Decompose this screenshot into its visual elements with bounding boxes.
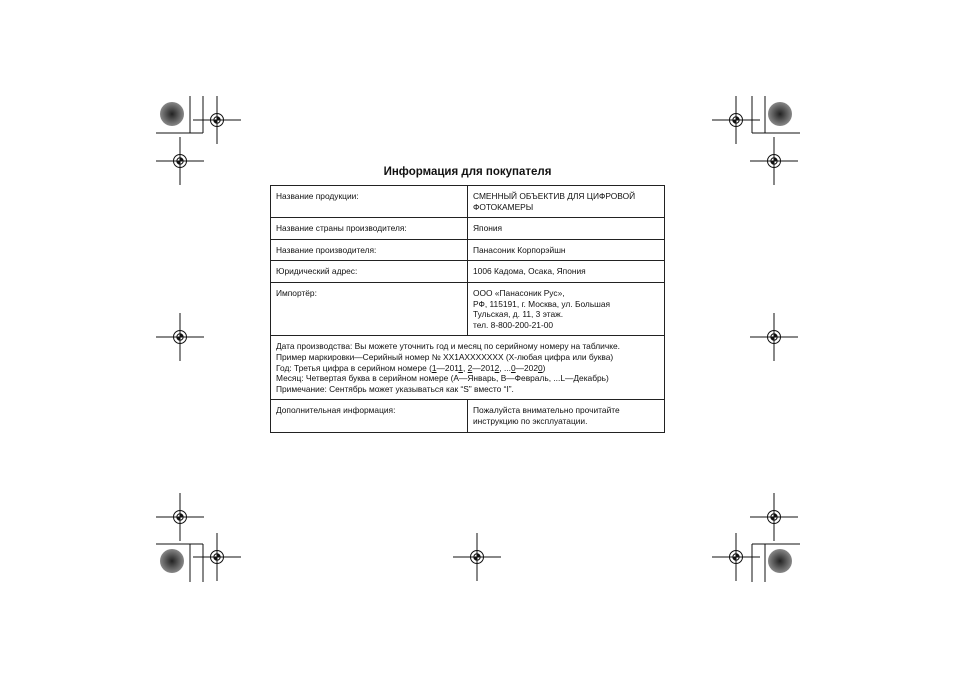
- text-part: ): [542, 362, 546, 373]
- table-row: [271, 239, 665, 261]
- additional-info-value: [468, 400, 665, 432]
- table-row: [271, 400, 665, 432]
- starburst-mark: [768, 102, 792, 126]
- value-line: Тульская, д. 11, 3 этаж.: [473, 309, 564, 320]
- table-row: [271, 261, 665, 283]
- starburst-mark: [160, 102, 184, 126]
- underlined-digit: 0: [510, 362, 516, 373]
- value-line: Пожалуйста внимательно прочитайте: [473, 405, 620, 416]
- value-line: инструкцию по эксплуатации.: [473, 415, 588, 426]
- underlined-digit: 1: [431, 362, 437, 373]
- production-line: Примечание: Сентябрь может указываться как “S” вместо “I”.: [276, 383, 514, 394]
- text-part: —201: [472, 362, 495, 373]
- production-line: Месяц: Четвертая буква в серийном номере (A—Январь, B—Февраль, ...L—Декабрь): [276, 373, 609, 384]
- buyer-info-table: [270, 185, 665, 433]
- country-value: [468, 218, 665, 240]
- value-line: ООО «Панасоник Рус»,: [473, 287, 565, 298]
- country-label: Название страны производителя:: [271, 218, 468, 240]
- production-line: Пример маркировки—Серийный номер № XX1AXXXXXXX (X-любая цифра или буква): [276, 351, 614, 362]
- importer-value: [468, 282, 665, 335]
- table-row: [271, 218, 665, 240]
- value-line: ФОТОКАМЕРЫ: [473, 201, 534, 212]
- text-part: , ...: [499, 362, 511, 373]
- manufacturer-value: [468, 239, 665, 261]
- text-part: ,: [462, 362, 468, 373]
- value-line: СМЕННЫЙ ОБЪЕКТИВ ДЛЯ ЦИФРОВОЙ: [473, 191, 636, 201]
- product-name-label: Название продукции:: [271, 186, 468, 218]
- production-year-line: [276, 363, 659, 374]
- table-row: [271, 336, 665, 400]
- legal-address-value: [468, 261, 665, 283]
- table-row: [271, 186, 665, 218]
- production-line: Дата производства: Вы можете уточнить год и месяц по серийному номеру на табличке.: [276, 341, 620, 352]
- production-date-info: [271, 336, 665, 400]
- product-name-value: [468, 186, 665, 218]
- manufacturer-label: Название производителя:: [271, 239, 468, 261]
- underlined-digit: 1: [458, 362, 463, 373]
- value-line: РФ, 115191, г. Москва, ул. Большая: [473, 298, 611, 309]
- underlined-digit: 2: [494, 362, 500, 373]
- value-line: 1006 Кадома, Осака, Япония: [473, 266, 586, 277]
- text-part: —202: [515, 362, 538, 373]
- legal-address-label: Юридический адрес:: [271, 261, 468, 283]
- underlined-digit: 2: [467, 362, 473, 373]
- underlined-digit: 0: [537, 362, 543, 373]
- starburst-mark: [768, 549, 792, 573]
- value-line: Панасоник Корпорэйшн: [473, 244, 566, 255]
- additional-info-label: Дополнительная информация:: [271, 400, 468, 432]
- value-line: тел. 8-800-200-21-00: [473, 319, 554, 330]
- text-part: Год: Третья цифра в серийном номере (: [276, 362, 432, 373]
- starburst-mark: [160, 549, 184, 573]
- page-title: Информация для покупателя: [383, 166, 552, 178]
- text-part: —201: [436, 362, 459, 373]
- table-row: [271, 282, 665, 335]
- importer-label: Импортёр:: [271, 282, 468, 335]
- value-line: Япония: [473, 223, 503, 234]
